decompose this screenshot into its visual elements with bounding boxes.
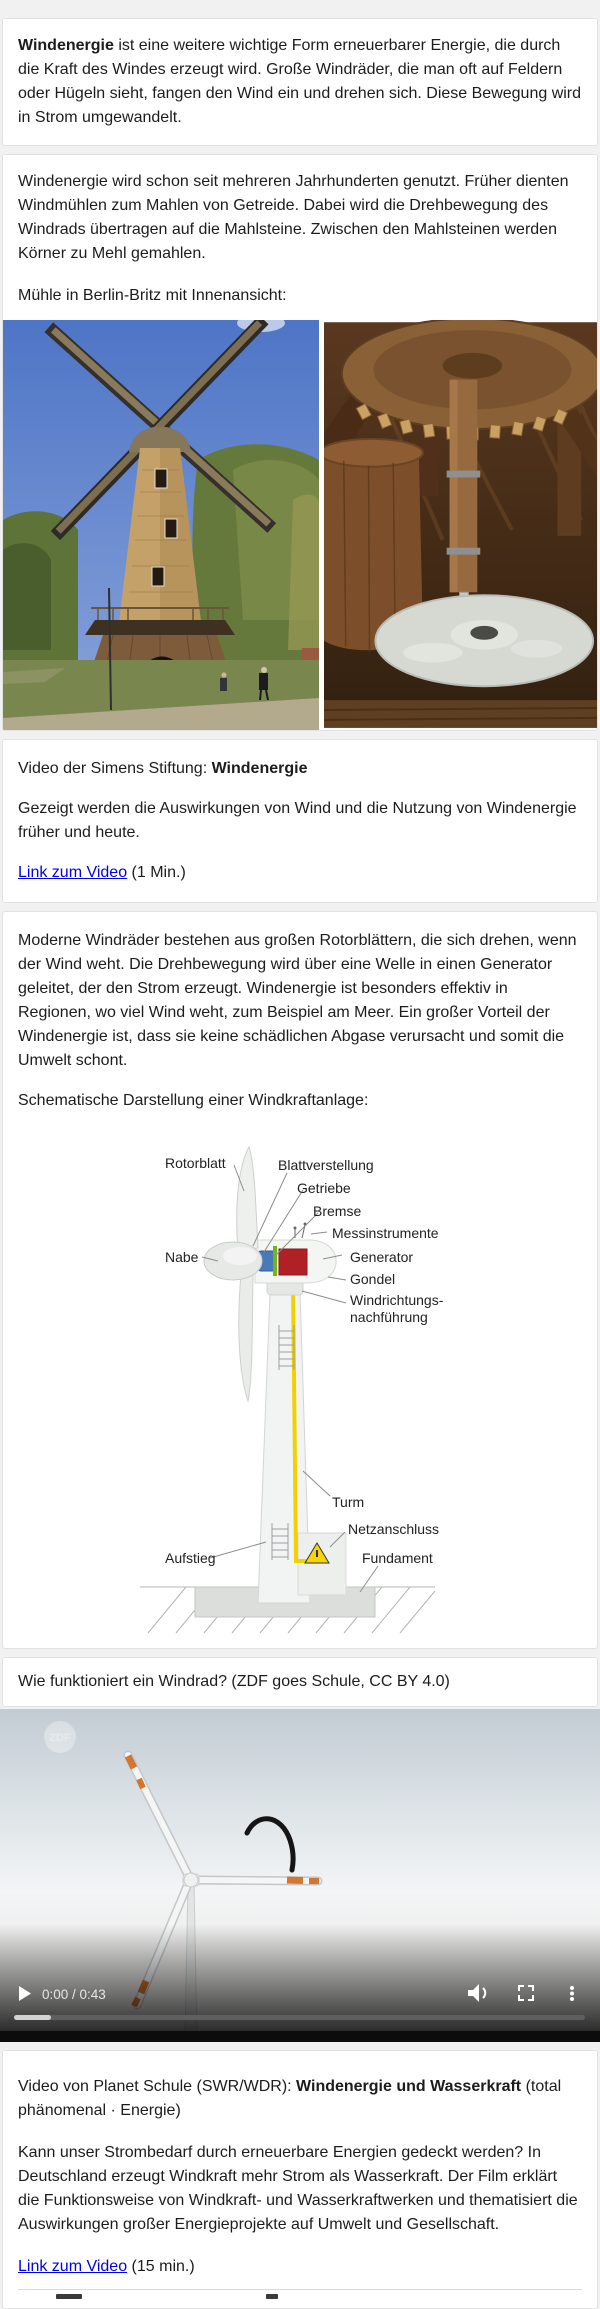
- label-gondel: Gondel: [350, 1271, 396, 1287]
- label-nabe: Nabe: [165, 1249, 199, 1265]
- turbine-paragraph: Moderne Windräder bestehen aus großen Rotorblättern, die sich drehen, wenn der Wind weht. Die Drehbewegung wird über eine Welle in einen Generator geleitet, der den Strom erzeugt. Windenergie ist besonders effektiv in Regionen, wo viel Wind weht, zum Beispiel am Meer. Ein großer Vorteil der Windenergie ist, dass sie keine schädlichen Abgase verursacht und somit die Umwelt schont.: [18, 932, 577, 1069]
- progress-bar[interactable]: [14, 2015, 585, 2020]
- siemens-title-bold: Windenergie: [211, 760, 308, 777]
- label-blattverstellung: Blattverstellung: [278, 1157, 374, 1173]
- siemens-link-line: [18, 861, 582, 885]
- wind-turbine-diagram: [90, 1133, 510, 1638]
- siemens-description: Gezeigt werden die Auswirkungen von Wind und die Nutzung von Windenergie früher und heute.: [18, 800, 577, 841]
- zdf-heading-card: [2, 1657, 598, 1707]
- history-paragraph: Windenergie wird schon seit mehreren Jahrhunderten genutzt. Früher dienten Windmühlen zum Mahlen von Getreide. Dabei wird die Drehbewegung des Windrads übertragen auf die Mahlsteine. Zwischen den Mahlsteinen werden Körner zu Mehl gemahlen.: [18, 173, 569, 262]
- siemens-video-link[interactable]: Link zum Video: [18, 864, 128, 881]
- wind-turbine-schematic: [90, 1133, 510, 1638]
- label-aufstieg: Aufstieg: [165, 1550, 216, 1566]
- clipped-next-content: [18, 2294, 582, 2308]
- kebab-menu-icon[interactable]: [570, 1986, 574, 2001]
- section-divider: [18, 2289, 582, 2290]
- planet-link-duration: (15 min.): [127, 2258, 195, 2275]
- label-messinstrumente: Messinstrumente: [332, 1225, 439, 1241]
- label-rotorblatt: Rotorblatt: [165, 1155, 226, 1171]
- turbine-card: [2, 911, 598, 1649]
- planet-video-link[interactable]: Link zum Video: [18, 2258, 128, 2275]
- rotor-blade-down: [239, 1273, 253, 1401]
- siemens-video-card: [2, 739, 598, 903]
- label-turm: Turm: [332, 1494, 365, 1510]
- rotor-blade-up: [237, 1147, 258, 1251]
- label-windrichtung-1: Windrichtungs-: [350, 1292, 444, 1308]
- label-windrichtung-2: nachführung: [350, 1309, 428, 1325]
- history-card: [2, 154, 598, 731]
- windmill-interior-millstone-photo: [324, 320, 597, 730]
- intro-keyword: Windenergie: [18, 37, 114, 54]
- planet-link-line: [18, 2255, 582, 2279]
- mill-caption: Mühle in Berlin-Britz mit Innenansicht:: [18, 287, 287, 304]
- label-netzanschluss: Netzanschluss: [348, 1521, 440, 1537]
- intro-card: [2, 18, 598, 146]
- generator-box: [279, 1249, 307, 1275]
- planet-title: [18, 2075, 582, 2123]
- label-bremse: Bremse: [313, 1203, 362, 1219]
- label-getriebe: Getriebe: [297, 1180, 351, 1196]
- svg-text:ZDF: ZDF: [49, 1732, 71, 1744]
- windmill-exterior-photo: [3, 320, 319, 730]
- mill-photos-row: [3, 320, 597, 730]
- millstone: [375, 595, 593, 686]
- siemens-title: [18, 757, 582, 781]
- grid-connection-box: [298, 1533, 346, 1595]
- label-fundament: Fundament: [362, 1550, 433, 1566]
- planet-description: Kann unser Strombedarf durch erneuerbare Energien gedeckt werden? In Deutschland erzeugt Windkraft mehr Strom als Wasserkraft. Der Film erklärt die Funktionsweise von Windkraft- und Wasserkraftwerken und thematisiert die Auswirkungen großer Energieprojekte auf Umwelt und Gesellschaft.: [18, 2144, 578, 2233]
- intro-paragraph: [18, 34, 582, 130]
- planet-title-suffix: (total phänomenal · Energie): [18, 2078, 562, 2119]
- planet-title-prefix: Video von Planet Schule (SWR/WDR):: [18, 2078, 297, 2095]
- siemens-link-duration: (1 Min.): [127, 864, 186, 881]
- label-generator: Generator: [350, 1249, 414, 1265]
- zdf-heading: Wie funktioniert ein Windrad? (ZDF goes Schule, CC BY 4.0): [18, 1673, 450, 1690]
- siemens-title-prefix: Video der Simens Stiftung:: [18, 760, 212, 777]
- brake: [273, 1246, 277, 1276]
- planet-title-bold: Windenergie und Wasserkraft: [296, 2078, 522, 2095]
- zdf-video-player[interactable]: [0, 1709, 600, 2042]
- planet-schule-card: [2, 2050, 598, 2309]
- time-display: 0:00 / 0:43: [42, 1987, 106, 2002]
- intro-text: ist eine weitere wichtige Form erneuerbarer Energie, die durch die Kraft des Windes erzeugt wird. Große Windräder, die man oft auf Feldern oder Hügeln sieht, fangen den Wind ein und drehen sich. Diese Bewegung wird in Strom umgewandelt.: [18, 37, 582, 126]
- zdf-watermark: [44, 1721, 76, 1753]
- diagram-caption: Schematische Darstellung einer Windkraftanlage:: [18, 1092, 369, 1109]
